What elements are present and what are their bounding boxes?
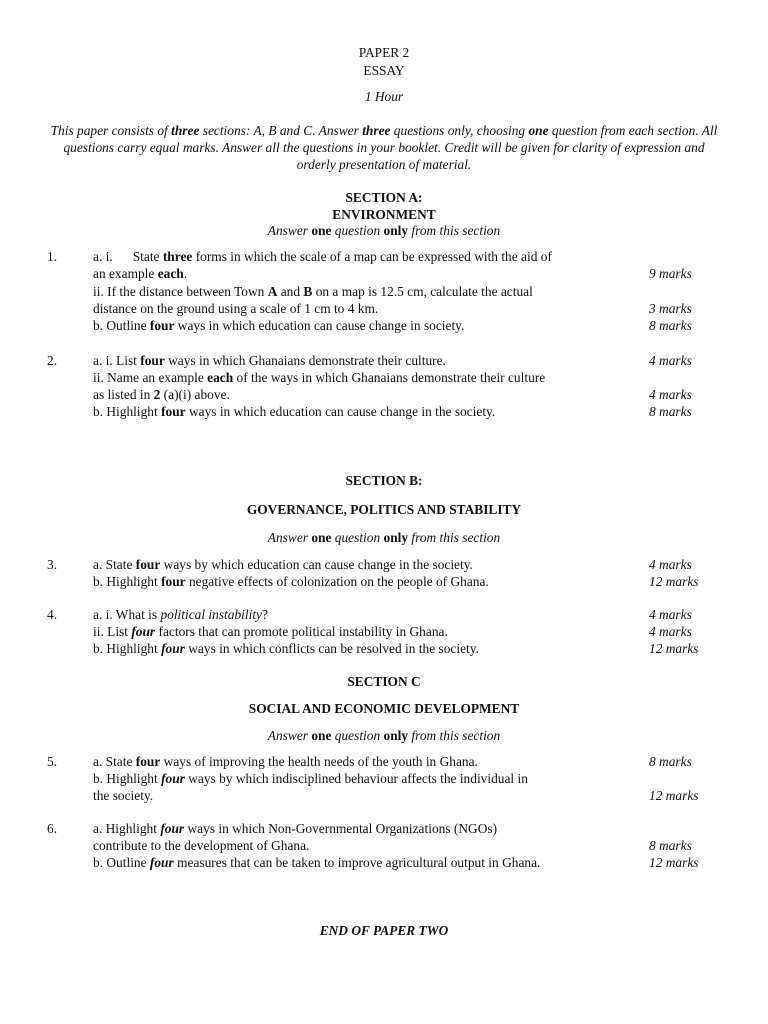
question-number: 5.: [47, 754, 58, 769]
paper-title: PAPER 2: [358, 45, 410, 60]
marks-label: 4 marks: [649, 557, 692, 572]
q2-line-4: b. Highlight four ways in which education can cause change in the society.: [93, 404, 496, 419]
section-b-heading: SECTION B:: [345, 473, 423, 488]
q4-line-3: b. Highlight four ways in which conflicts can be resolved in the society.: [93, 641, 479, 656]
instr-text-3: questions only, choosing: [390, 123, 529, 138]
q3-line-2: b. Highlight four negative effects of colonization on the people of Ghana.: [93, 574, 489, 589]
question-number: 3.: [47, 557, 58, 572]
q1-line-5: b. Outline four ways in which education can cause change in society.: [93, 318, 465, 333]
section-a-title: ENVIRONMENT: [332, 207, 436, 222]
marks-label: 12 marks: [649, 855, 699, 870]
question-number: 6.: [47, 821, 58, 836]
question-number: 2.: [47, 353, 58, 368]
marks-label: 12 marks: [649, 788, 699, 803]
q2-line-3: as listed in 2 (a)(i) above.: [93, 387, 230, 402]
marks-label: 8 marks: [649, 838, 692, 853]
section-b-title: GOVERNANCE, POLITICS AND STABILITY: [246, 502, 522, 517]
q3-line-1: a. State four ways by which education can cause change in the society.: [93, 557, 473, 572]
marks-label: 8 marks: [649, 754, 692, 769]
end-of-paper: END OF PAPER TWO: [319, 923, 449, 938]
q1-line-4: distance on the ground using a scale of 1 cm to 4 km.: [93, 301, 379, 316]
marks-label: 4 marks: [649, 353, 692, 368]
section-b-answer-note: Answer one question only from this section: [267, 530, 501, 545]
instr-text-4: question from each section. All questions carry equal marks. Answer all the questions in your booklet. Credit will be given for clarity of expression and orderly presentation of material.: [63, 123, 718, 172]
marks-label: 4 marks: [649, 624, 692, 639]
question-number: 4.: [47, 607, 58, 622]
q6-line-2: contribute to the development of Ghana.: [93, 838, 310, 853]
q5-line-2: b. Highlight four ways by which indisciplined behaviour affects the individual in: [93, 771, 528, 786]
instr-text-1: This paper consists of: [50, 123, 172, 138]
q4-line-1: a. i. What is political instability?: [93, 607, 268, 622]
q1-line-2: an example each.: [93, 266, 188, 281]
marks-label: 8 marks: [649, 404, 692, 419]
marks-label: 3 marks: [649, 301, 692, 316]
q4-line-2: ii. List four factors that can promote political instability in Ghana.: [93, 624, 448, 639]
marks-label: 12 marks: [649, 574, 699, 589]
paper-type: ESSAY: [363, 63, 405, 78]
question-number: 1.: [47, 249, 58, 264]
marks-label: 9 marks: [649, 266, 692, 281]
q2-line-2: ii. Name an example each of the ways in which Ghanaians demonstrate their culture: [93, 370, 546, 385]
marks-label: 12 marks: [649, 641, 699, 656]
q5-line-3: the society.: [93, 788, 154, 803]
q6-line-3: b. Outline four measures that can be taken to improve agricultural output in Ghana.: [93, 855, 541, 870]
section-a-heading: SECTION A:: [345, 190, 423, 205]
section-c-heading: SECTION C: [347, 674, 421, 689]
q1-line-3: ii. If the distance between Town A and B on a map is 12.5 cm, calculate the actual: [93, 284, 533, 299]
section-c-title: SOCIAL AND ECONOMIC DEVELOPMENT: [248, 701, 520, 716]
q1-line-1: a. i. State three forms in which the scale of a map can be expressed with the aid of: [93, 249, 552, 264]
q5-line-1: a. State four ways of improving the health needs of the youth in Ghana.: [93, 754, 478, 769]
marks-label: 4 marks: [649, 607, 692, 622]
instr-bold-1: three: [171, 123, 200, 138]
q6-line-1: a. Highlight four ways in which Non-Governmental Organizations (NGOs): [93, 821, 498, 836]
marks-label: 8 marks: [649, 318, 692, 333]
q2-line-1: a. i. List four ways in which Ghanaians demonstrate their culture.: [93, 353, 446, 368]
paper-duration: 1 Hour: [364, 89, 404, 104]
instr-text-2: sections: A, B and C. Answer: [199, 123, 363, 138]
instr-bold-3: one: [528, 123, 549, 138]
marks-label: 4 marks: [649, 387, 692, 402]
section-a-answer-note: Answer one question only from this section: [267, 223, 501, 238]
instructions: [44, 122, 724, 173]
instr-bold-2: three: [362, 123, 391, 138]
section-c-answer-note: Answer one question only from this section: [267, 728, 501, 743]
